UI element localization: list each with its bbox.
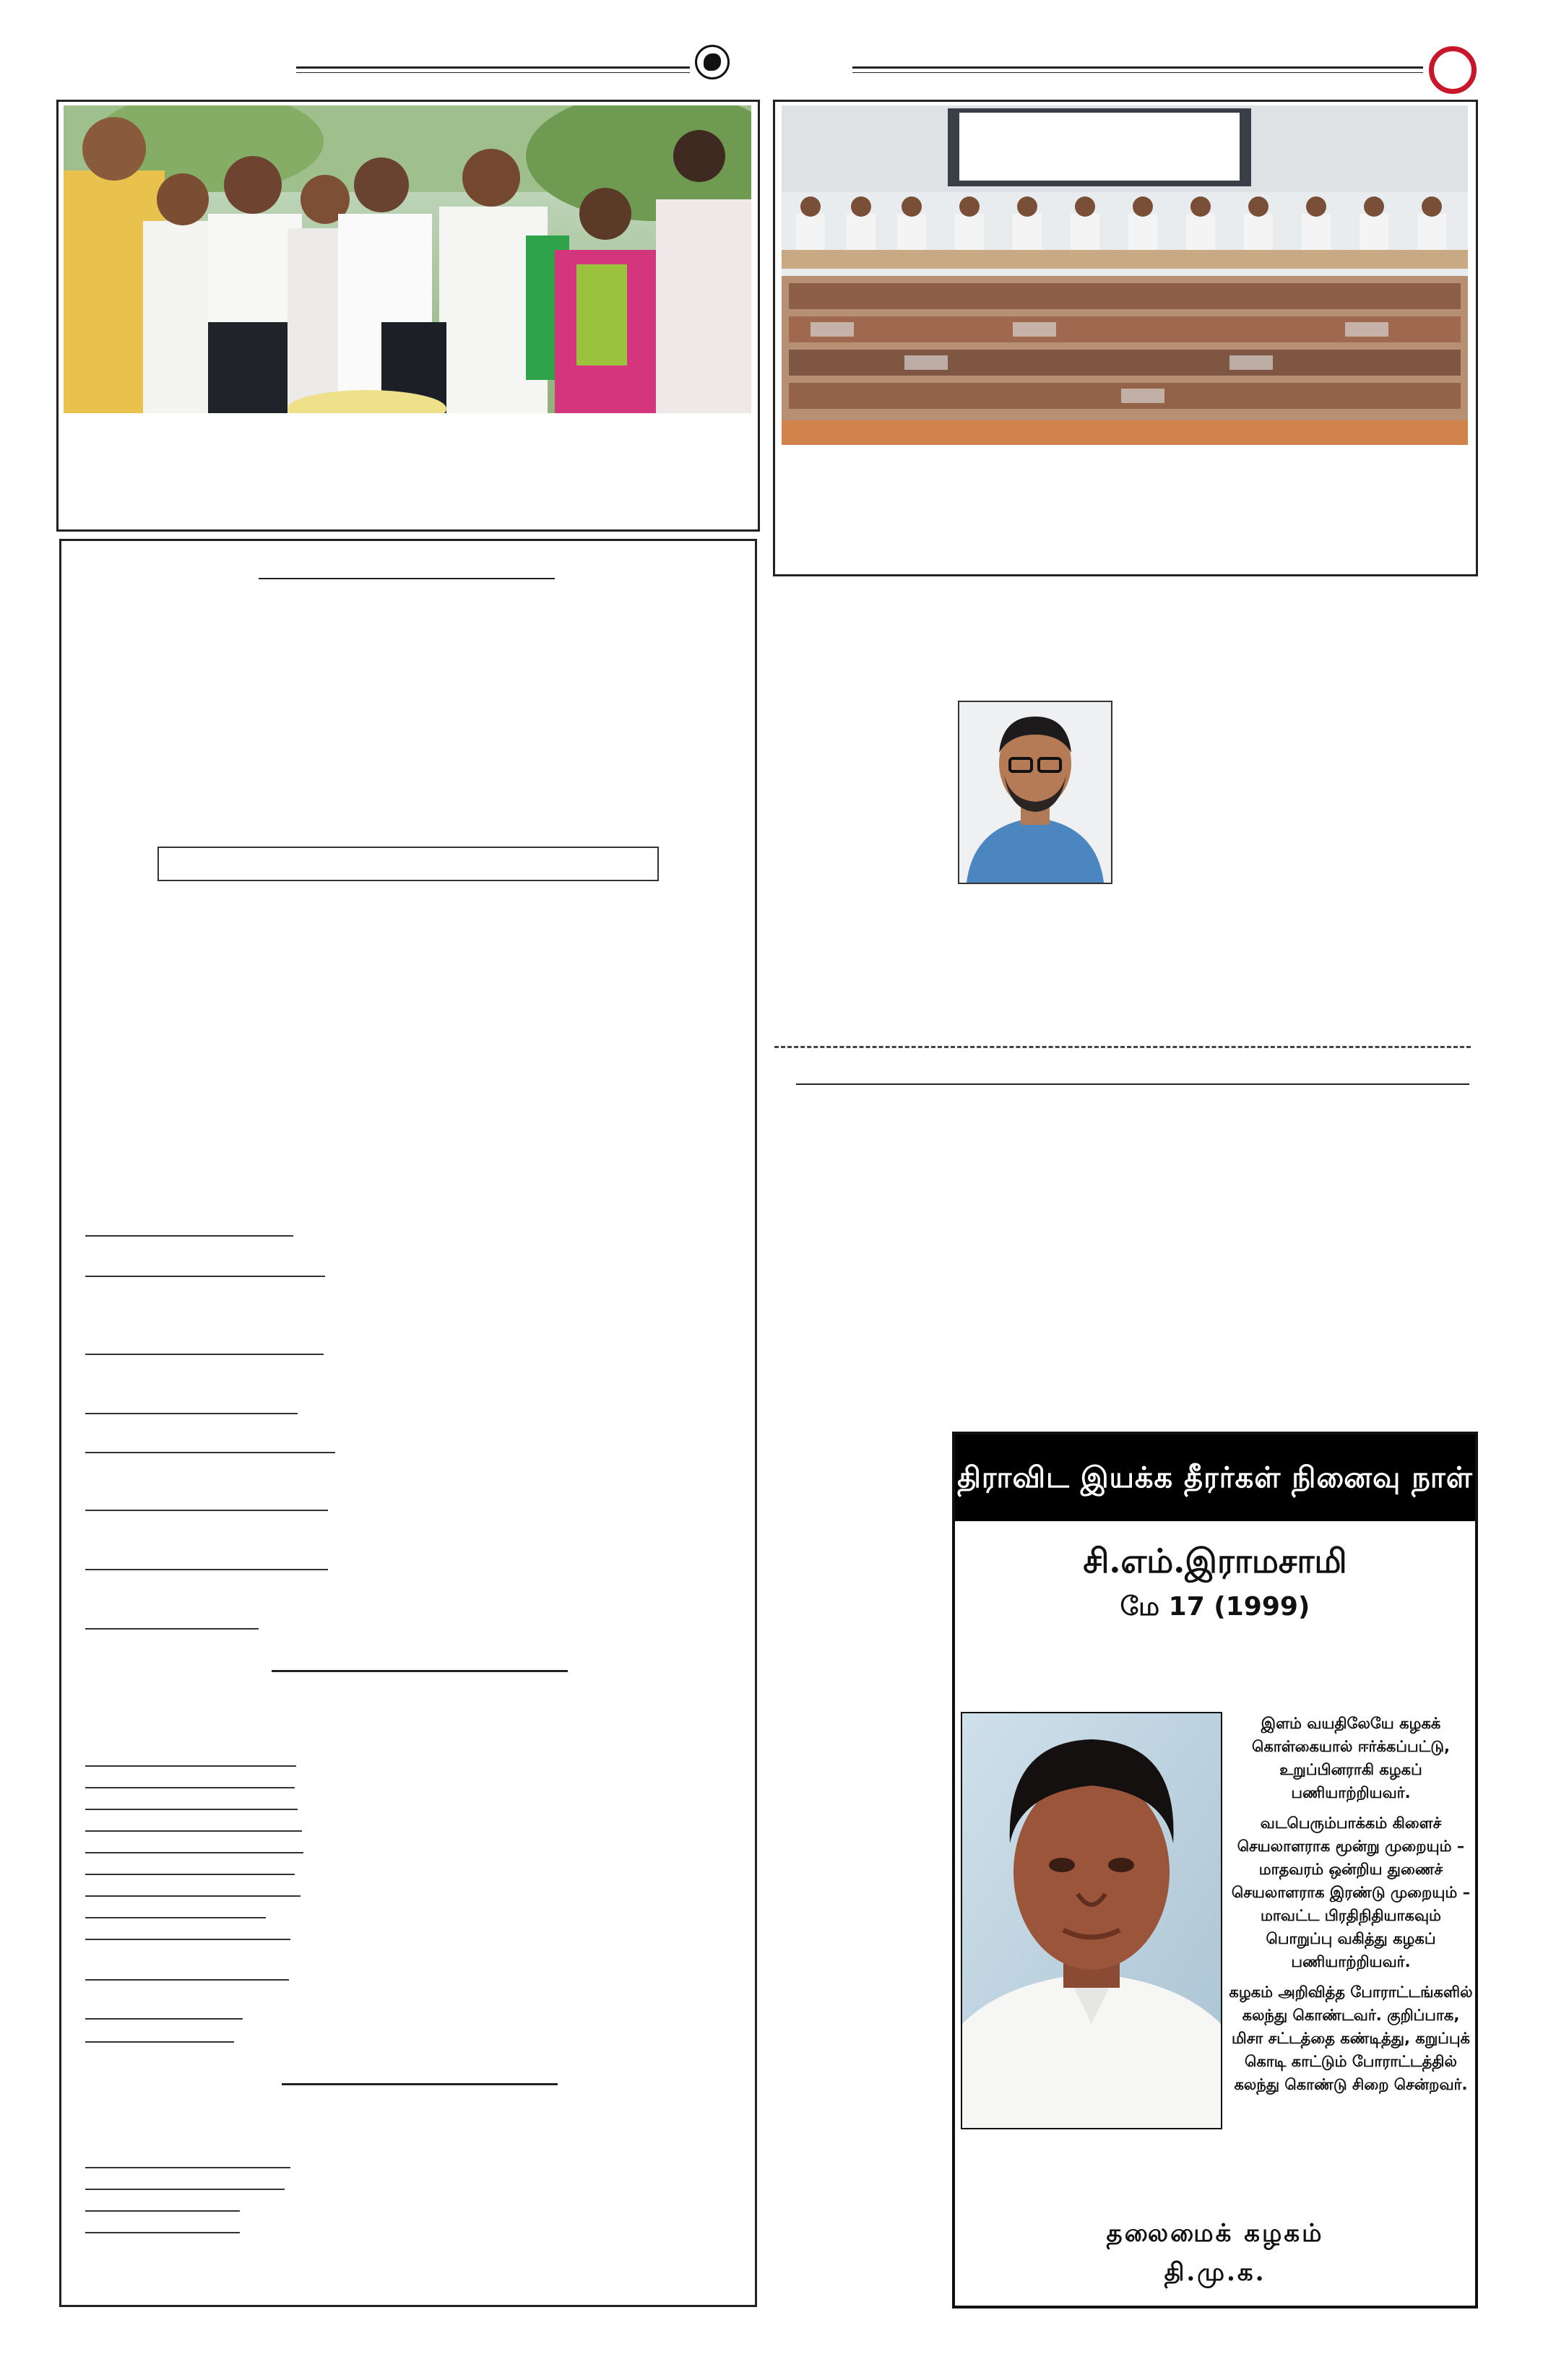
obituary-heading: திராவிட இயக்க தீரர்கள் நினைவு நாள் (955, 1435, 1475, 1521)
text-line (85, 2167, 290, 2168)
text-line (85, 1276, 325, 1277)
biography-paragraph: இளம் வயதிலேயே கழகக் கொள்கையால் ஈர்க்கப்பட்டு, உறுப்பினராகி கழகப் பணியாற்றியவர். (1251, 1715, 1451, 1801)
text-line (85, 2232, 240, 2233)
text-line (85, 1354, 324, 1355)
man-with-glasses-portrait-photo (958, 701, 1112, 884)
article-headline-rule (259, 578, 555, 579)
biography-paragraph: கழகம் அறிவித்த போராட்டங்களில் கலந்து கொண்டவர். குறிப்பாக, மிசா சட்டத்தை கண்டித்து, கறுப்புக் கொடி காட்டும் போராட்டத்தில் கலந்து கொண்டு சிறை சென்றவர். (1229, 1983, 1473, 2093)
text-line (85, 1852, 303, 1853)
page-number-circle-icon (1429, 46, 1477, 94)
text-line (85, 1235, 293, 1237)
party-emblem-icon (695, 45, 730, 79)
text-line (85, 1628, 259, 1630)
obituary-date: மே 17 (1999) (1120, 1592, 1310, 1622)
text-line (85, 1413, 298, 1414)
text-line (85, 1787, 295, 1788)
text-line (85, 2210, 240, 2212)
text-line (85, 1765, 296, 1767)
text-line (85, 2018, 243, 2020)
obituary-biography (1225, 1712, 1477, 2103)
c-m-ramasamy-portrait-photo (961, 1712, 1222, 2129)
text-line (85, 2189, 285, 2190)
section-rule (282, 2083, 558, 2085)
text-line (85, 2041, 234, 2043)
obituary-signature-office: தலைமைக் கழகம் (1106, 2219, 1324, 2248)
text-line (85, 1830, 302, 1832)
text-line (85, 1510, 328, 1511)
text-line (85, 1569, 328, 1570)
conference-hall-meeting-photo (782, 105, 1468, 445)
text-line (85, 1895, 301, 1897)
header-rule-right-thin (852, 72, 1423, 73)
header-rule-left-thin (296, 72, 690, 73)
article-subheading-box (157, 847, 659, 881)
text-line (85, 1917, 266, 1918)
text-line (85, 1452, 335, 1453)
header-rule-left (296, 66, 690, 69)
text-line (85, 1939, 290, 1940)
obituary-notice-box (952, 1432, 1478, 2308)
obituary-signature-party: தி.மு.க. (1164, 2258, 1266, 2287)
text-line (85, 1809, 298, 1810)
text-line (85, 1874, 295, 1875)
section-rule (272, 1670, 568, 1672)
text-line (85, 1979, 289, 1981)
biography-paragraph: வடபெரும்பாக்கம் கிளைச் செயலாளராக மூன்று முறையும் – மாதவரம் ஒன்றிய துணைச் செயலாளராக இரண்டு முறையும் – மாவட்ட பிரதிநிதியாகவும் பொறுப்பு வகித்து கழகப் பணியாற்றியவர். (1231, 1814, 1471, 1970)
dashed-separator (774, 1046, 1471, 1048)
leaders-meeting-farmers-photo (64, 105, 751, 413)
article-rule (796, 1083, 1469, 1085)
obituary-name: சி.எம்.இராமசாமி (1083, 1541, 1347, 1580)
header-rule-right (852, 66, 1423, 69)
